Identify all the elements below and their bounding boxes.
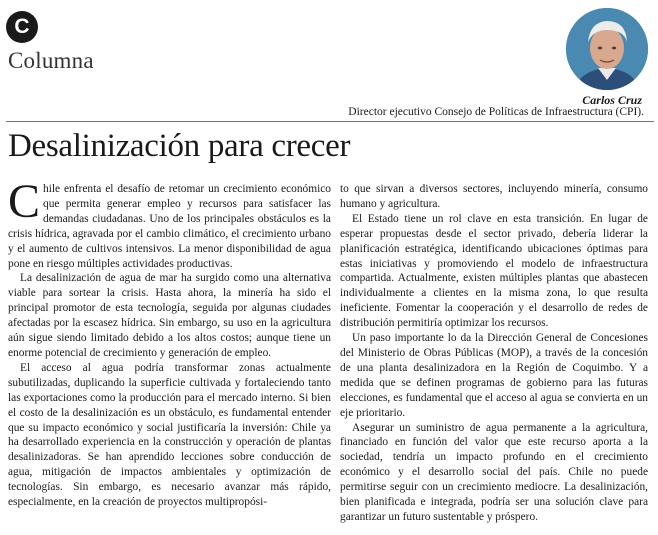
paragraph: El Estado tiene un rol clave en esta transición. En lugar de esperar propuestas desde el sector privado, debería liderar la planificación estratégica, identificando ubicaciones óptimas para estas iniciativas y promoviendo el modelo de infraestructura compartida. Actualmente, existen múltiples plantas que abastecen individualmente a clientes en la misma zona, lo que resulta ineficiente. Fomentar la cooperación y el desarrollo de redes de distribución permitiría optimizar los recursos. (340, 212, 648, 330)
author-portrait-icon (566, 8, 648, 90)
paragraph (8, 175, 331, 271)
column-badge: C (6, 11, 38, 43)
author-role: Director ejecutivo Consejo de Políticas de Infraestructura (CPI). (348, 106, 644, 118)
paragraph-text: hile enfrenta el desafío de retomar un crecimiento económico que permita generar empleo y recursos para satisfacer las demandas ciudadanas. Uno de los principales obstáculos es la crisis hídrica, agravada por el cambio climático, el crecimiento urbano y el aumento de cultivos intensivos. La menor disponibilidad de agua pone en riesgo múltiples actividades productivas. (8, 183, 331, 270)
paragraph: Un paso importante lo da la Dirección General de Concesiones del Ministerio de Obras Públicas (MOP), a través de la concesión de una planta desalinizadora en la Región de Coquimbo. Y a medida que se definen programas de gobierno para las futuras elecciones, es fundamental que el acceso al agua se convierta en un eje prioritario. (340, 332, 648, 419)
article-column-2 (340, 182, 648, 525)
section-label: Columna (8, 48, 94, 73)
article-headline: Desalinización para crecer (8, 128, 351, 164)
article-column-1 (8, 175, 331, 510)
author-name: Carlos Cruz (582, 93, 642, 107)
author-photo (566, 8, 648, 90)
header-divider (6, 121, 654, 122)
paragraph: La desalinización de agua de mar ha surgido como una alternativa viable para sortear la crisis. Hasta ahora, la minería ha sido el principal promotor de esta tecnología, seguida por algunas ciudades afectadas por la escasez hídrica. Sin embargo, su uso en la agricultura aún sigue siendo limitado debido a los altos costos; aunque tiene un enorme potencial de crecimiento y generación de empleo. (8, 272, 331, 359)
paragraph: Asegurar un suministro de agua permanente a la agricultura, financiado en función del valor que este recurso aporta a la sociedad, tendría un impacto profundo en el crecimiento económico y el desarrollo social del país. Chile no puede permitirse seguir con un crecimiento mediocre. La desalinización, bien planificada e integrada, podría ser una solución clave para garantizar un futuro sustentable y próspero. (340, 421, 648, 523)
drop-cap: C (8, 175, 41, 228)
paragraph: to que sirvan a diversos sectores, incluyendo minería, consumo humano y agricultura. (340, 183, 648, 210)
paragraph: El acceso al agua podría transformar zonas actualmente subutilizadas, duplicando la superficie cultivada y fortaleciendo tanto las exportaciones como la producción para el mercado interno. Si bien el costo de la desalinización es un obstáculo, es fundamental entender que su impacto económico y social justificaría la inversión: Chile ya ha desarrollado experiencia en la construcción y operación de plantas desalinizadoras. Se han aprendido lecciones sobre conducción de agua, mitigación de impactos ambientales y optimización de tecnologías. Sin embargo, es necesario avanzar más rápido, especialmente, en la creación de proyectos multipropósi- (8, 361, 331, 509)
